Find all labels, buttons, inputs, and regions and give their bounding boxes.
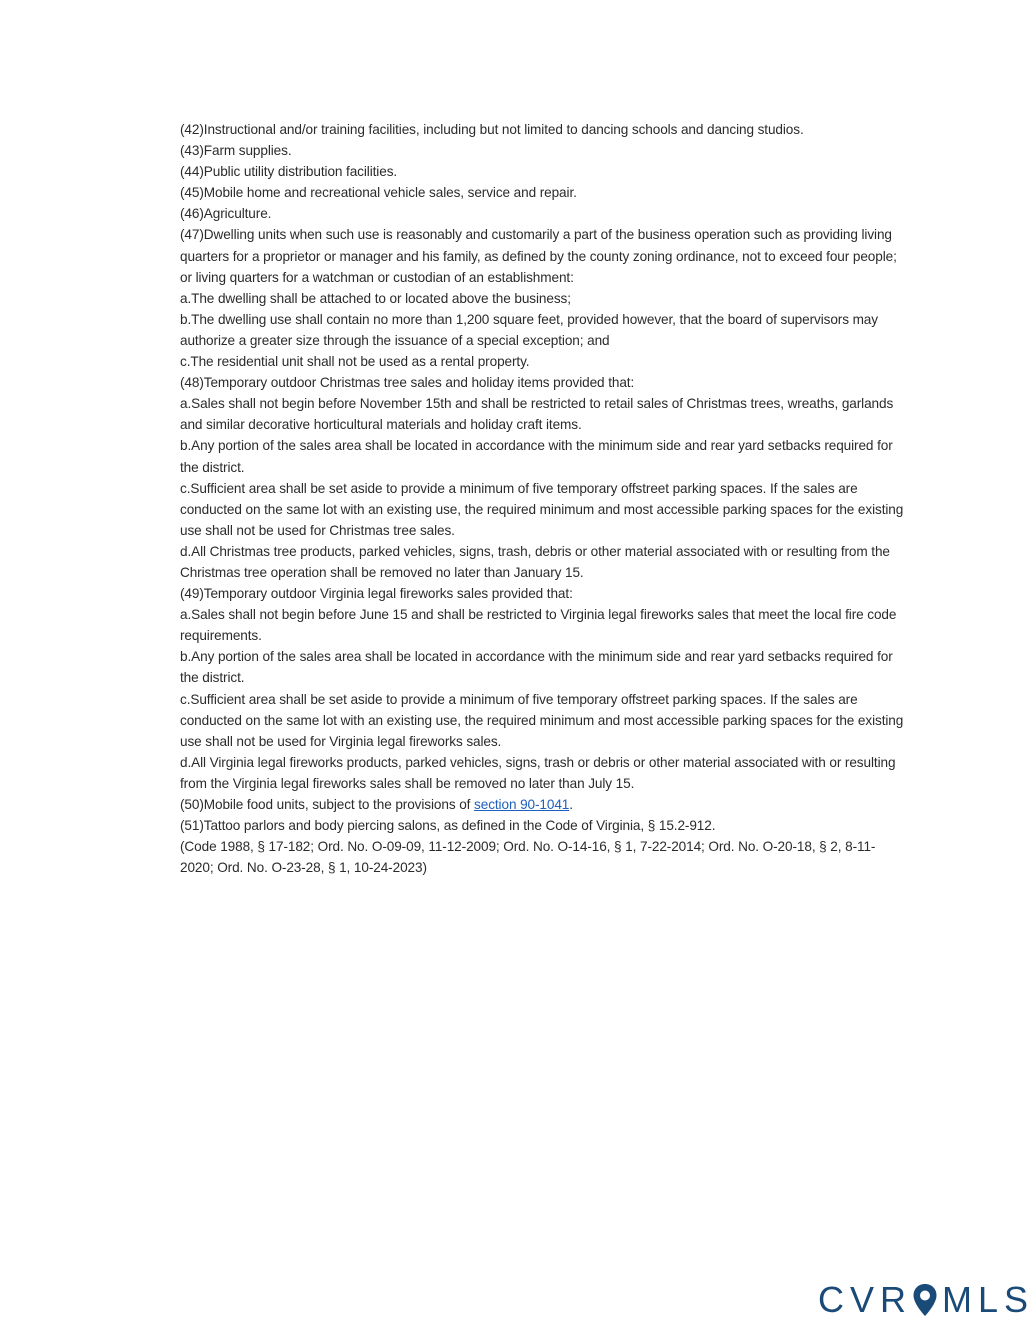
paragraph-48a: a.Sales shall not begin before November 15th and shall be restricted to retail sales of Christmas trees, wreaths, garlands and similar decorative horticultural materials and holiday craft items. <box>180 396 894 433</box>
paragraph-42: (42)Instructional and/or training facilities, including but not limited to dancing schools and dancing studios. <box>180 122 804 137</box>
paragraph-51: (51)Tattoo parlors and body piercing salons, as defined in the Code of Virginia, § 15.2-912. <box>180 818 716 834</box>
paragraph-48b: b.Any portion of the sales area shall be located in accordance with the minimum side and rear yard setbacks required for the district. <box>180 438 893 475</box>
paragraph-49b: b.Any portion of the sales area shall be located in accordance with the minimum side and rear yard setbacks required for the district. <box>180 649 893 686</box>
paragraph-49a: a.Sales shall not begin before June 15 and shall be restricted to Virginia legal fireworks sales that meet the local fire code requirements. <box>180 607 897 644</box>
cvrmls-logo <box>818 1279 1034 1320</box>
paragraph-49c: c.Sufficient area shall be set aside to provide a minimum of five temporary offstreet parking spaces. If the sales are conducted on the same lot with an existing use, the required minimum and most accessible parking spaces for the existing use shall not be used for Virginia legal fireworks sales. <box>180 691 904 749</box>
paragraph-48: (48)Temporary outdoor Christmas tree sales and holiday items provided that: <box>180 375 635 391</box>
logo-text-left: CVR <box>818 1279 913 1320</box>
paragraph-50-prefix: (50)Mobile food units, subject to the provisions of <box>180 797 475 812</box>
paragraph-45: (45)Mobile home and recreational vehicle sales, service and repair. <box>180 185 577 201</box>
paragraph-48c: c.Sufficient area shall be set aside to provide a minimum of five temporary offstreet parking spaces. If the sales are conducted on the same lot with an existing use, the required minimum and most accessible parking spaces for the existing use shall not be used for Christmas tree sales. <box>180 480 904 538</box>
logo-text-right: MLS <box>942 1279 1034 1320</box>
paragraph-49d: d.All Virginia legal fireworks products, parked vehicles, signs, trash or debris or other material associated with or resulting from the Virginia legal fireworks sales shall be removed no later than July 15. <box>180 754 896 791</box>
paragraph-43: (43)Farm supplies. <box>180 143 292 159</box>
paragraph-50 <box>180 794 905 815</box>
paragraph-44: (44)Public utility distribution facilities. <box>180 164 398 180</box>
section-90-1041-link[interactable]: section 90-1041 <box>474 797 570 812</box>
paragraph-47b: b.The dwelling use shall contain no more than 1,200 square feet, provided however, that the board of supervisors may authorize a greater size through the issuance of a special exception; and <box>180 311 878 348</box>
document-body <box>180 119 905 878</box>
paragraph-48d: d.All Christmas tree products, parked vehicles, signs, trash, debris or other material associated with or resulting from the Christmas tree operation shall be removed no later than January 15. <box>180 543 890 580</box>
paragraph-46: (46)Agriculture. <box>180 206 272 222</box>
paragraph-47: (47)Dwelling units when such use is reasonably and customarily a part of the business operation such as providing living quarters for a proprietor or manager and his family, as defined by the county zoning ordinance, not to exceed four people; or living quarters for a watchman or custodian of an establishment: <box>180 227 897 285</box>
paragraph-47c: c.The residential unit shall not be used as a rental property. <box>180 354 530 370</box>
paragraph-47a: a.The dwelling shall be attached to or located above the business; <box>180 290 571 306</box>
paragraph-49: (49)Temporary outdoor Virginia legal fireworks sales provided that: <box>180 586 573 602</box>
history-note: (Code 1988, § 17-182; Ord. No. O-09-09, 11-12-2009; Ord. No. O-14-16, § 1, 7-22-2014; Ord. No. O-20-18, § 2, 8-11-2020; Ord. No. O-23-28, § 1, 10-24-2023) <box>180 839 876 876</box>
map-pin-icon <box>912 1283 938 1317</box>
paragraph-50-suffix: . <box>569 797 573 812</box>
